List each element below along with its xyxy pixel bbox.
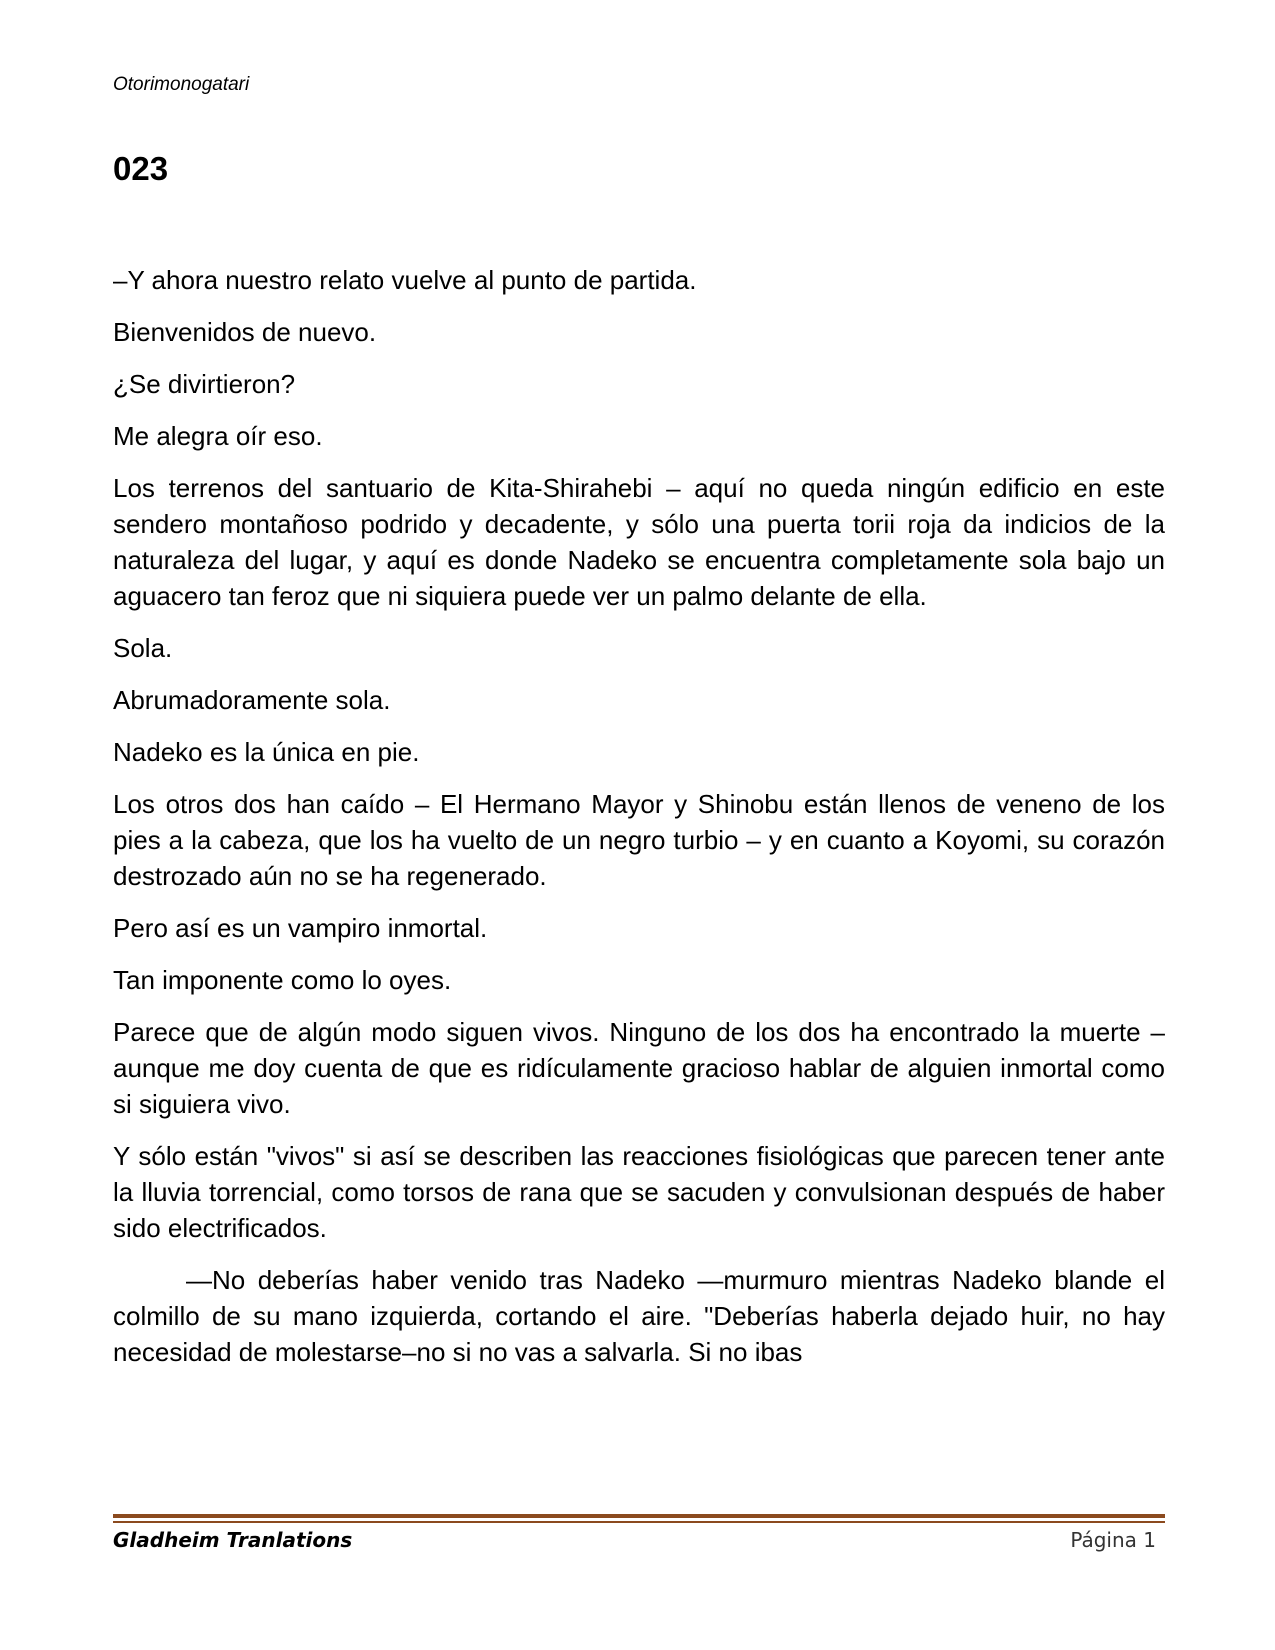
paragraph: Abrumadoramente sola. xyxy=(113,685,391,715)
paragraph: Tan imponente como lo oyes. xyxy=(113,965,452,995)
paragraph: Y sólo están "vivos" si así se describen las reacciones fisiológicas que parecen tener ante la lluvia torrencial, como torsos de rana que se sacuden y convulsionan después de haber sido electrificados. xyxy=(113,1141,1165,1243)
paragraph: Nadeko es la única en pie. xyxy=(113,737,420,767)
paragraph: Me alegra oír eso. xyxy=(113,421,323,451)
running-header-title: Otorimonogatari xyxy=(113,74,250,95)
paragraph: Parece que de algún modo siguen vivos. Ninguno de los dos ha encontrado la muerte – aunque me doy cuenta de que es ridículamente gracioso hablar de alguien inmortal como si siguiera vivo. xyxy=(113,1017,1165,1119)
paragraph-dialogue: —No deberías haber venido tras Nadeko —murmuro mientras Nadeko blande el colmillo de su mano izquierda, cortando el aire. "Deberías haberla dejado huir, no hay necesidad de molestarse–no si no vas a salvarla. Si no ibas xyxy=(113,1265,1165,1367)
paragraph: Los terrenos del santuario de Kita-Shirahebi – aquí no queda ningún edificio en este sendero montañoso podrido y decadente, y sólo una puerta torii roja da indicios de la naturaleza del lugar, y aquí es donde Nadeko se encuentra completamente sola bajo un aguacero tan feroz que ni siquiera puede ver un palmo delante de ella. xyxy=(113,473,1165,611)
paragraph: Los otros dos han caído – El Hermano Mayor y Shinobu están llenos de veneno de los pies a la cabeza, que los ha vuelto de un negro turbio – y en cuanto a Koyomi, su corazón destrozado aún no se ha regenerado. xyxy=(113,789,1165,891)
paragraph: Bienvenidos de nuevo. xyxy=(113,317,377,347)
paragraph: Pero así es un vampiro inmortal. xyxy=(113,913,488,943)
chapter-number: 023 xyxy=(113,150,169,187)
paragraph: Sola. xyxy=(113,633,173,663)
footer-rule xyxy=(113,1514,1165,1518)
paragraph: ¿Se divirtieron? xyxy=(113,369,296,399)
body-text xyxy=(113,262,1165,1386)
footer-publisher: Gladheim Tranlations xyxy=(113,1528,353,1552)
footer-page-number: Página 1 xyxy=(1070,1528,1156,1552)
paragraph: –Y ahora nuestro relato vuelve al punto de partida. xyxy=(113,265,697,295)
footer-rule-thin xyxy=(113,1521,1165,1523)
